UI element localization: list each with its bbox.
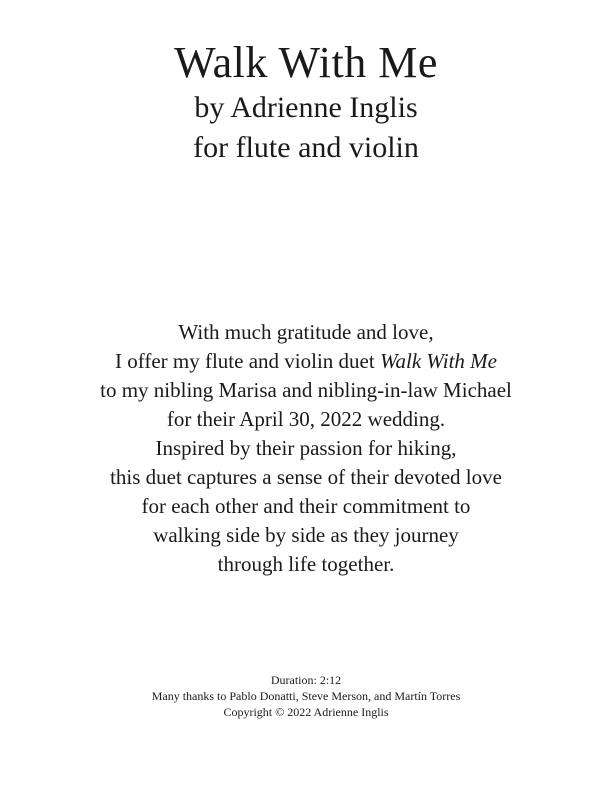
acknowledgements: Many thanks to Pablo Donatti, Steve Merson, and Martín Torres — [151, 689, 461, 703]
dedication-line: With much gratitude and love, — [178, 320, 434, 344]
composer-credit: by Adrienne Inglis — [194, 91, 418, 124]
dedication-line — [0, 347, 612, 376]
instrumentation: for flute and violin — [193, 131, 419, 164]
dedication-piece-title: Walk With Me — [379, 349, 497, 373]
footer-block — [0, 672, 612, 720]
dedication-line: Inspired by their passion for hiking, — [155, 436, 457, 460]
dedication-line: this duet captures a sense of their devoted love — [110, 465, 502, 489]
dedication-line: for their April 30, 2022 wedding. — [166, 407, 446, 431]
piece-title: Walk With Me — [174, 38, 438, 87]
title-block — [0, 38, 612, 168]
dedication-line-prefix: I offer my flute and violin duet — [114, 349, 380, 373]
dedication-line: walking side by side as they journey — [153, 523, 459, 547]
dedication-line: to my nibling Marisa and nibling-in-law Michael — [100, 378, 512, 402]
dedication-block — [0, 318, 612, 579]
dedication-line: through life together. — [217, 552, 395, 576]
copyright-notice: Copyright © 2022 Adrienne Inglis — [223, 705, 389, 719]
dedication-line: for each other and their commitment to — [141, 494, 471, 518]
duration: Duration: 2:12 — [270, 673, 342, 687]
